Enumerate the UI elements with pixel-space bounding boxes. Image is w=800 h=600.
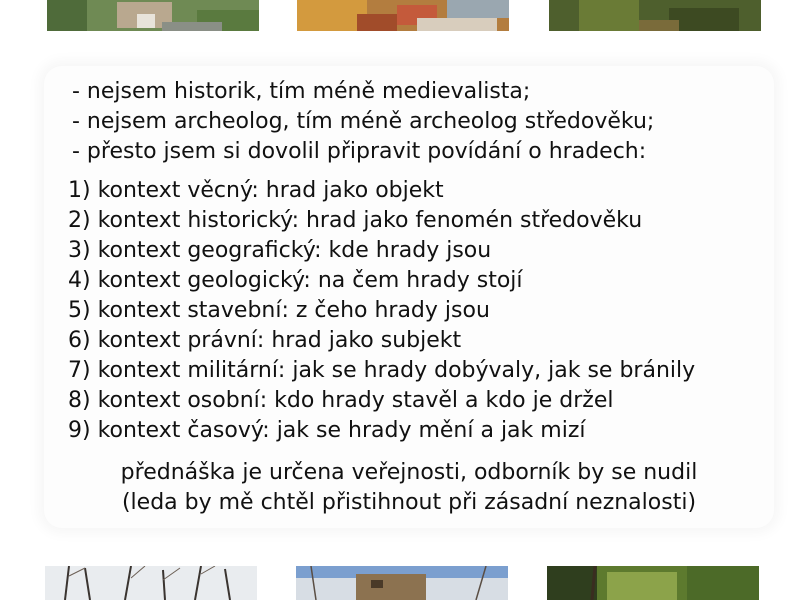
context-item: 3) kontext geografický: kde hrady jsou [68,238,492,263]
castle-photo-bottom-left [45,566,257,600]
castle-photo-bottom-center [296,566,508,600]
context-list [68,176,695,446]
context-item: 2) kontext historický: hrad jako fenomén středověku [68,208,643,233]
context-item: 8) kontext osobní: kdo hrady stavěl a kdo je držel [68,388,614,413]
context-item: 9) kontext časový: jak se hrady mění a jak mizí [68,418,586,443]
castle-photo-bottom-right [547,566,759,600]
context-item: 5) kontext stavební: z čeho hrady jsou [68,298,490,323]
intro-line: - nejsem historik, tím méně medievalista; [72,79,531,104]
closing-note [44,458,774,518]
context-item: 6) kontext právní: hrad jako subjekt [68,328,462,353]
context-item: 7) kontext militární: jak se hrady dobývaly, jak se bránily [68,358,696,383]
intro-block [72,77,654,167]
castle-photo-top-left [47,0,259,31]
closing-note-line: (leda by mě chtěl přistihnout při zásadní neznalosti) [121,490,697,515]
intro-line: - nejsem archeolog, tím méně archeolog středověku; [72,109,655,134]
castle-photo-top-center [297,0,509,31]
intro-line: - přesto jsem si dovolil připravit povídání o hradech: [72,139,647,164]
context-item: 1) kontext věcný: hrad jako objekt [68,178,444,203]
context-item: 4) kontext geologický: na čem hrady stojí [68,268,523,293]
closing-note-line: přednáška je určena veřejnosti, odborník by se nudil [120,460,698,485]
castle-photo-top-right [549,0,761,31]
